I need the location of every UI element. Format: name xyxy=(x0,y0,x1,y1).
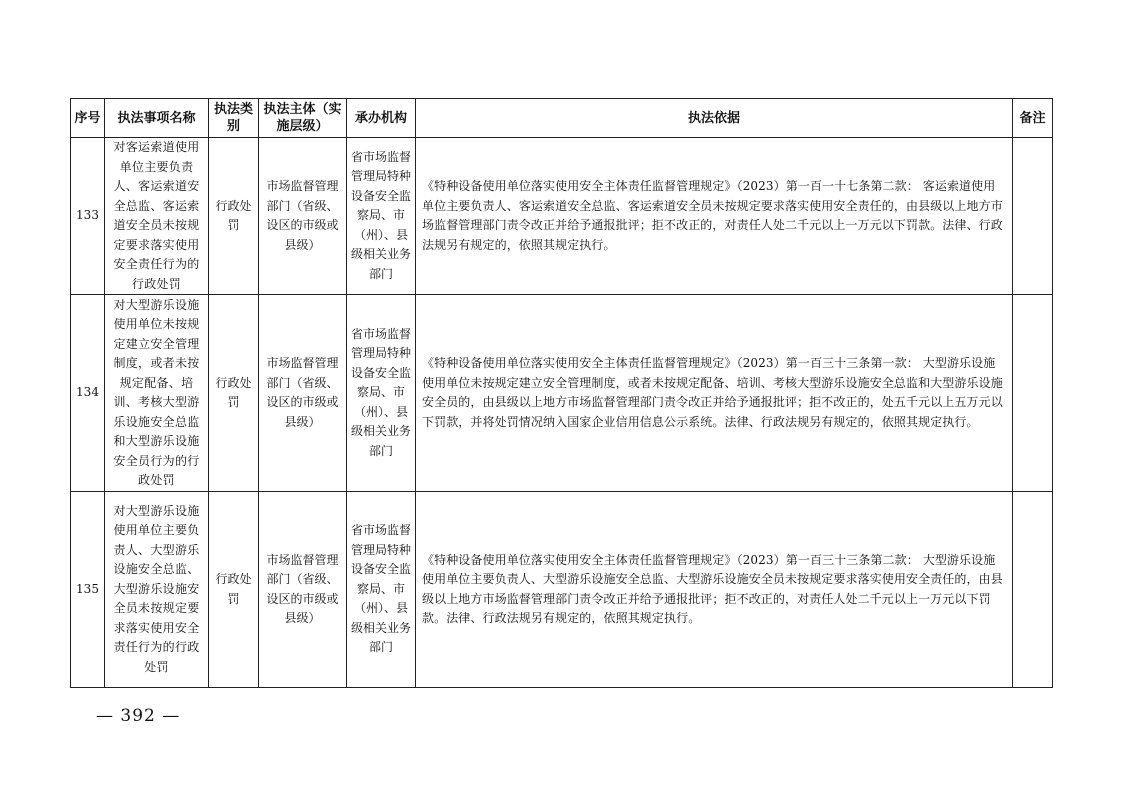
table-row xyxy=(71,492,1053,688)
header-type: 执法类别 xyxy=(209,99,259,138)
cell-item-name: 对大型游乐设施使用单位主要负责人、大型游乐设施安全总监、大型游乐设施安全员未按规定要求落实使用安全责任行为的行政处罚 xyxy=(105,492,209,688)
table-row xyxy=(71,295,1053,492)
cell-subject: 市场监督管理部门（省级、设区的市级或县级） xyxy=(259,492,347,688)
enforcement-items-table xyxy=(70,98,1053,688)
cell-basis: 《特种设备使用单位落实使用安全主体责任监督管理规定》（2023）第一百三十三条第一款： 大型游乐设施使用单位未按规定建立安全管理制度，或者未按规定配备、培训、考核大型游乐设施安全总监和大型游乐设施安全员的，由县级以上地方市场监督管理部门责令改正并给予通报批评；拒不改正的，处五千元以上五万元以下罚款，并将处罚情况纳入国家企业信用信息公示系统。法律、行政法规另有规定的，依照其规定执行。 xyxy=(416,295,1013,492)
cell-item-name: 对大型游乐设施使用单位未按规定建立安全管理制度，或者未按规定配备、培训、考核大型游乐设施安全总监和大型游乐设施安全员行为的行政处罚 xyxy=(105,295,209,492)
cell-seq: 135 xyxy=(71,492,105,688)
cell-type: 行政处罚 xyxy=(209,138,259,295)
header-basis: 执法依据 xyxy=(416,99,1013,138)
cell-type: 行政处罚 xyxy=(209,295,259,492)
cell-note xyxy=(1013,295,1053,492)
cell-type: 行政处罚 xyxy=(209,492,259,688)
table-header-row xyxy=(71,99,1053,138)
cell-org: 省市场监督管理局特种设备安全监察局、市（州）、县级相关业务部门 xyxy=(347,138,416,295)
header-subject: 执法主体（实施层级） xyxy=(259,99,347,138)
cell-org: 省市场监督管理局特种设备安全监察局、市（州）、县级相关业务部门 xyxy=(347,295,416,492)
cell-item-name: 对客运索道使用单位主要负责人、客运索道安全总监、客运索道安全员未按规定要求落实使用安全责任行为的行政处罚 xyxy=(105,138,209,295)
cell-seq: 133 xyxy=(71,138,105,295)
cell-note xyxy=(1013,492,1053,688)
cell-note xyxy=(1013,138,1053,295)
header-note: 备注 xyxy=(1013,99,1053,138)
header-name: 执法事项名称 xyxy=(105,99,209,138)
cell-subject: 市场监督管理部门（省级、设区的市级或县级） xyxy=(259,295,347,492)
cell-basis: 《特种设备使用单位落实使用安全主体责任监督管理规定》（2023）第一百一十七条第二款： 客运索道使用单位主要负责人、客运索道安全总监、客运索道安全员未按规定要求落实使用安全责任的，由县级以上地方市场监督管理部门责令改正并给予通报批评；拒不改正的，对责任人处二千元以上一万元以下罚款。法律、行政法规另有规定的，依照其规定执行。 xyxy=(416,138,1013,295)
table-row xyxy=(71,138,1053,295)
page-number: — 392 — xyxy=(96,706,181,726)
header-seq: 序号 xyxy=(71,99,105,138)
cell-org: 省市场监督管理局特种设备安全监察局、市（州）、县级相关业务部门 xyxy=(347,492,416,688)
header-org: 承办机构 xyxy=(347,99,416,138)
cell-basis: 《特种设备使用单位落实使用安全主体责任监督管理规定》（2023）第一百三十三条第二款： 大型游乐设施使用单位主要负责人、大型游乐设施安全总监、大型游乐设施安全员未按规定要求落实使用安全责任的，由县级以上地方市场监督管理部门责令改正并给予通报批评；拒不改正的，对责任人处二千元以上一万元以下罚款。法律、行政法规另有规定的，依照其规定执行。 xyxy=(416,492,1013,688)
cell-subject: 市场监督管理部门（省级、设区的市级或县级） xyxy=(259,138,347,295)
cell-seq: 134 xyxy=(71,295,105,492)
